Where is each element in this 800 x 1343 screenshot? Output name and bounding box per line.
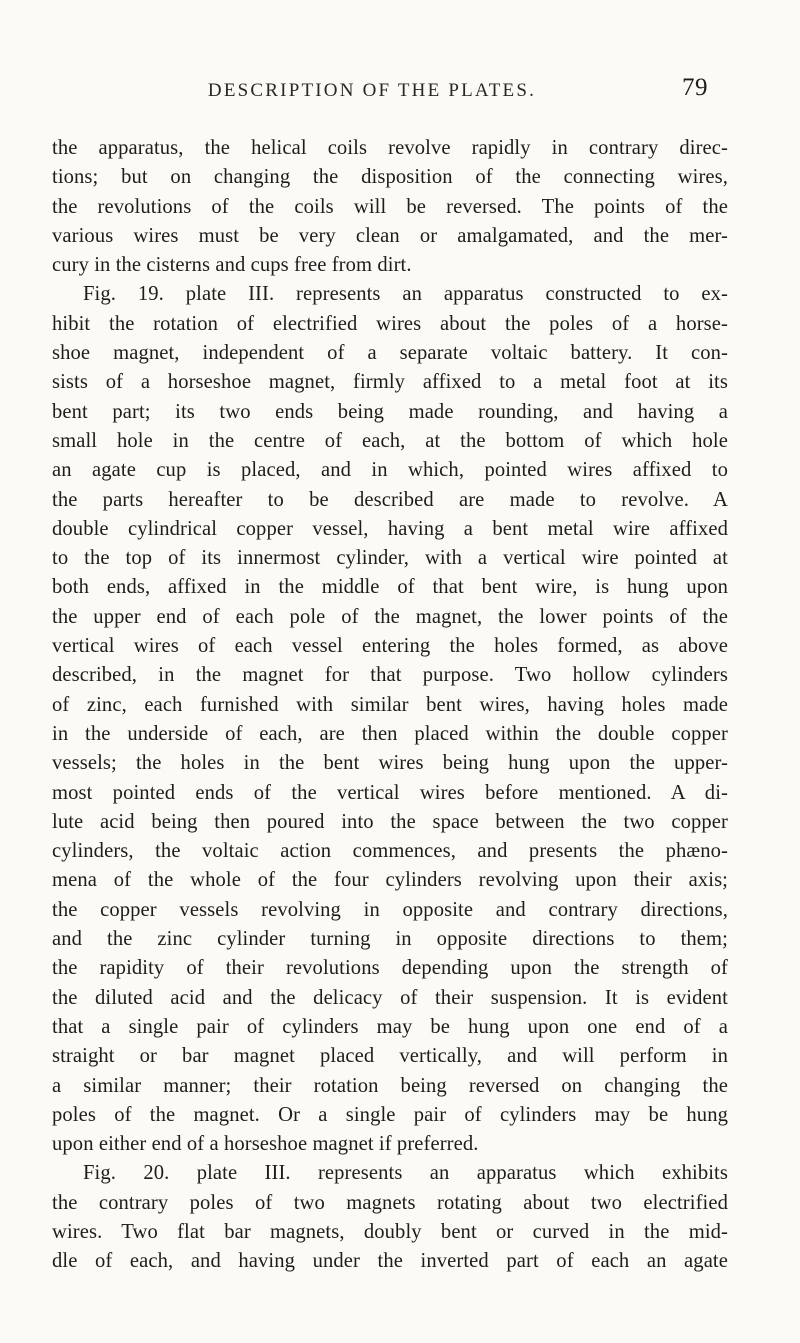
header-title: DESCRIPTION OF THE PLATES. <box>207 80 537 101</box>
text-line: poles of the magnet. Or a single pair of cylinders may be hung <box>52 1103 728 1126</box>
text-line: that a single pair of cylinders may be hung upon one end of a <box>52 1015 728 1038</box>
text-line: dle of each, and having under the inverted part of each an agate <box>52 1250 728 1273</box>
text-line: straight or bar magnet placed vertically, and will perform in <box>52 1045 728 1068</box>
text-line: double cylindrical copper vessel, having a bent metal wire affixed <box>52 517 728 540</box>
body-text <box>52 134 728 1277</box>
text-line: tions; but on changing the disposition of the connecting wires, <box>52 166 728 189</box>
text-line: both ends, affixed in the middle of that bent wire, is hung upon <box>52 576 728 599</box>
text-line: wires. Two flat bar magnets, doubly bent or curved in the mid- <box>52 1220 728 1243</box>
text-line: in the underside of each, are then placed within the double copper <box>52 722 728 745</box>
running-header <box>52 74 708 106</box>
text-line: a similar manner; their rotation being reversed on changing the <box>52 1074 728 1097</box>
text-line: and the zinc cylinder turning in opposite directions to them; <box>52 928 728 951</box>
text-line: mena of the whole of the four cylinders revolving upon their axis; <box>52 869 728 892</box>
text-line: shoe magnet, independent of a separate voltaic battery. It con- <box>52 342 728 365</box>
text-line: an agate cup is placed, and in which, pointed wires affixed to <box>52 459 728 482</box>
text-line: Fig. 19. plate III. represents an apparatus constructed to ex- <box>83 283 728 306</box>
text-line: Fig. 20. plate III. represents an apparatus which exhibits <box>83 1162 728 1185</box>
text-line: to the top of its innermost cylinder, with a vertical wire pointed at <box>52 547 728 570</box>
text-line: cylinders, the voltaic action commences, and presents the phæno- <box>52 840 728 863</box>
text-line: the copper vessels revolving in opposite and contrary directions, <box>52 898 728 921</box>
text-line: hibit the rotation of electrified wires about the poles of a horse- <box>52 312 728 335</box>
text-line: the parts hereafter to be described are made to revolve. A <box>52 488 728 511</box>
text-line: the revolutions of the coils will be reversed. The points of the <box>52 195 728 218</box>
text-line: described, in the magnet for that purpose. Two hollow cylinders <box>52 664 728 687</box>
text-line: of zinc, each furnished with similar bent wires, having holes made <box>52 693 728 716</box>
text-line: cury in the cisterns and cups free from dirt. <box>52 254 412 277</box>
text-line: most pointed ends of the vertical wires before mentioned. A di- <box>52 781 728 804</box>
text-line: bent part; its two ends being made rounding, and having a <box>52 400 728 423</box>
text-line: vertical wires of each vessel entering the holes formed, as above <box>52 635 728 658</box>
page-number: 79 <box>682 74 708 101</box>
text-line: the apparatus, the helical coils revolve rapidly in contrary direc- <box>52 137 728 159</box>
text-line: the diluted acid and the delicacy of their suspension. It is evident <box>52 986 728 1009</box>
text-line: sists of a horseshoe magnet, firmly affixed to a metal foot at its <box>52 371 728 394</box>
text-line: the contrary poles of two magnets rotating about two electrified <box>52 1191 728 1214</box>
text-line: upon either end of a horseshoe magnet if preferred. <box>52 1133 479 1156</box>
text-line: vessels; the holes in the bent wires being hung upon the upper- <box>52 752 728 775</box>
text-line: various wires must be very clean or amalgamated, and the mer- <box>52 224 728 247</box>
text-line: the rapidity of their revolutions depending upon the strength of <box>52 957 728 980</box>
text-line: lute acid being then poured into the space between the two copper <box>52 810 728 833</box>
text-line: the upper end of each pole of the magnet, the lower points of the <box>52 605 728 628</box>
text-line: small hole in the centre of each, at the bottom of which hole <box>52 429 728 452</box>
